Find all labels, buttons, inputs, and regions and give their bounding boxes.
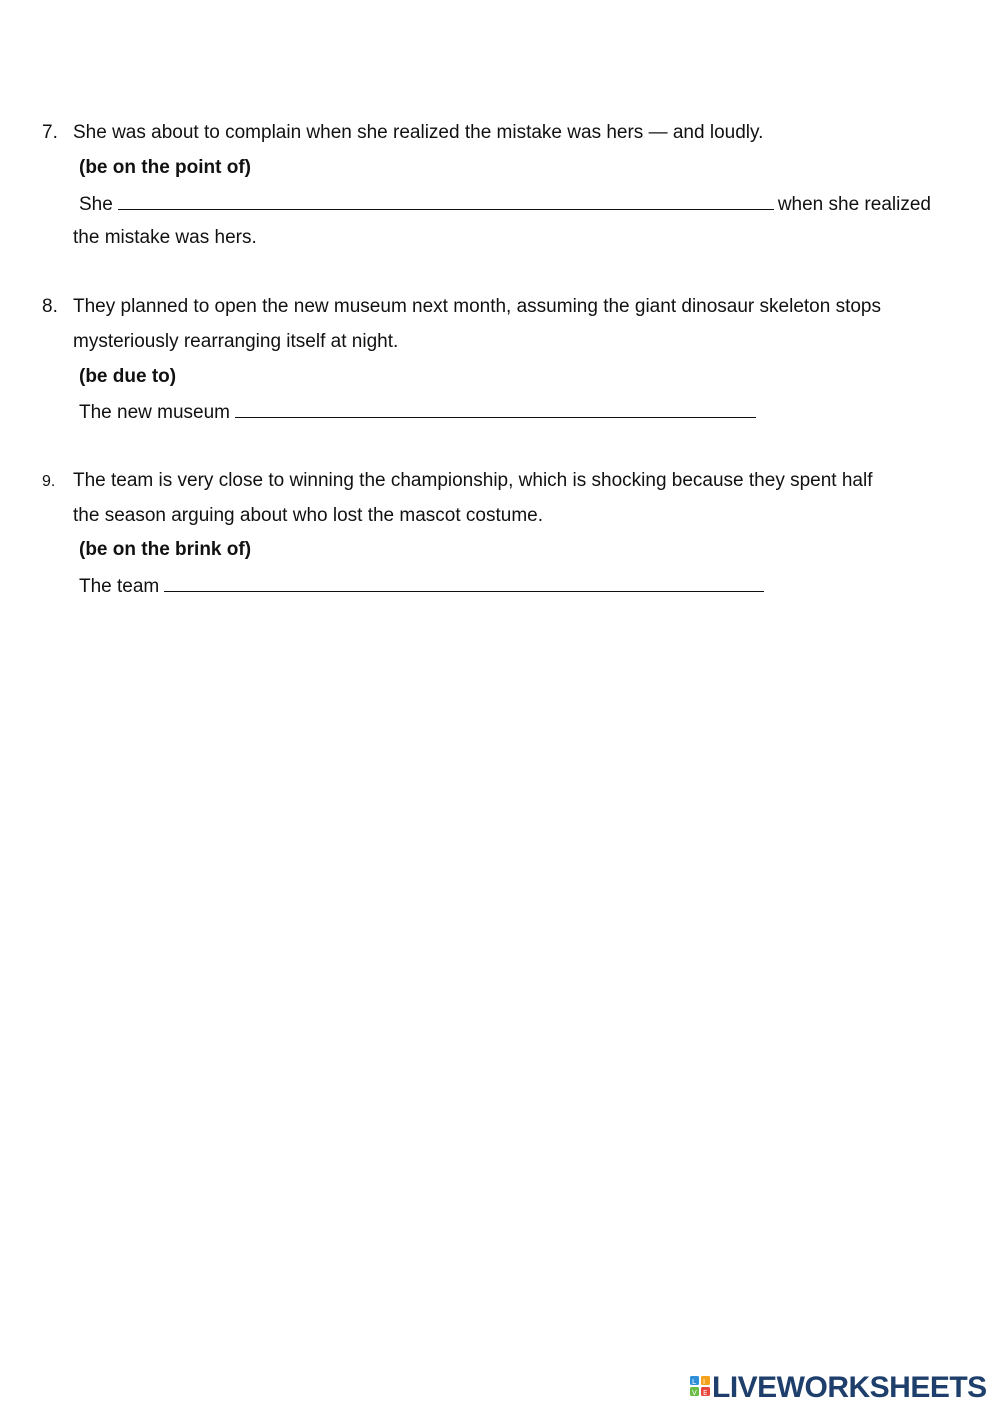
question-prompt: the season arguing about who lost the mascot costume. <box>73 505 543 526</box>
svg-text:I: I <box>703 1378 706 1386</box>
svg-text:L: L <box>692 1378 696 1386</box>
question-cue: (be due to) <box>79 366 177 387</box>
question-number: 8. <box>42 296 58 317</box>
answer-line <box>79 192 931 216</box>
question-number: 7. <box>42 122 58 143</box>
question-cue: (be on the point of) <box>79 157 252 178</box>
logo-text: LIVEWORKSHEETS <box>712 1371 987 1404</box>
answer-continuation: the mistake was hers. <box>73 227 257 248</box>
logo-mark-icon <box>690 1376 712 1402</box>
answer-end: when she realized <box>777 194 931 215</box>
question-number: 9. <box>42 473 56 490</box>
svg-text:E: E <box>703 1389 708 1397</box>
answer-start: She <box>79 194 113 215</box>
answer-start: The team <box>79 576 160 597</box>
svg-text:V: V <box>692 1389 697 1397</box>
question-prompt: She was about to complain when she realized the mistake was hers — and loudly. <box>73 122 764 143</box>
answer-line <box>79 400 760 424</box>
question-cue: (be on the brink of) <box>79 539 252 560</box>
answer-blank[interactable] <box>164 574 764 592</box>
question-prompt: The team is very close to winning the championship, which is shocking because they spent half <box>73 470 873 491</box>
answer-blank[interactable] <box>235 400 756 418</box>
answer-line <box>79 574 768 598</box>
question-prompt: mysteriously rearranging itself at night. <box>73 331 399 352</box>
question-prompt: They planned to open the new museum next month, assuming the giant dinosaur skeleton stops <box>73 296 881 317</box>
answer-blank[interactable] <box>118 192 774 210</box>
liveworksheets-logo <box>690 1372 990 1404</box>
answer-start: The new museum <box>79 402 231 423</box>
